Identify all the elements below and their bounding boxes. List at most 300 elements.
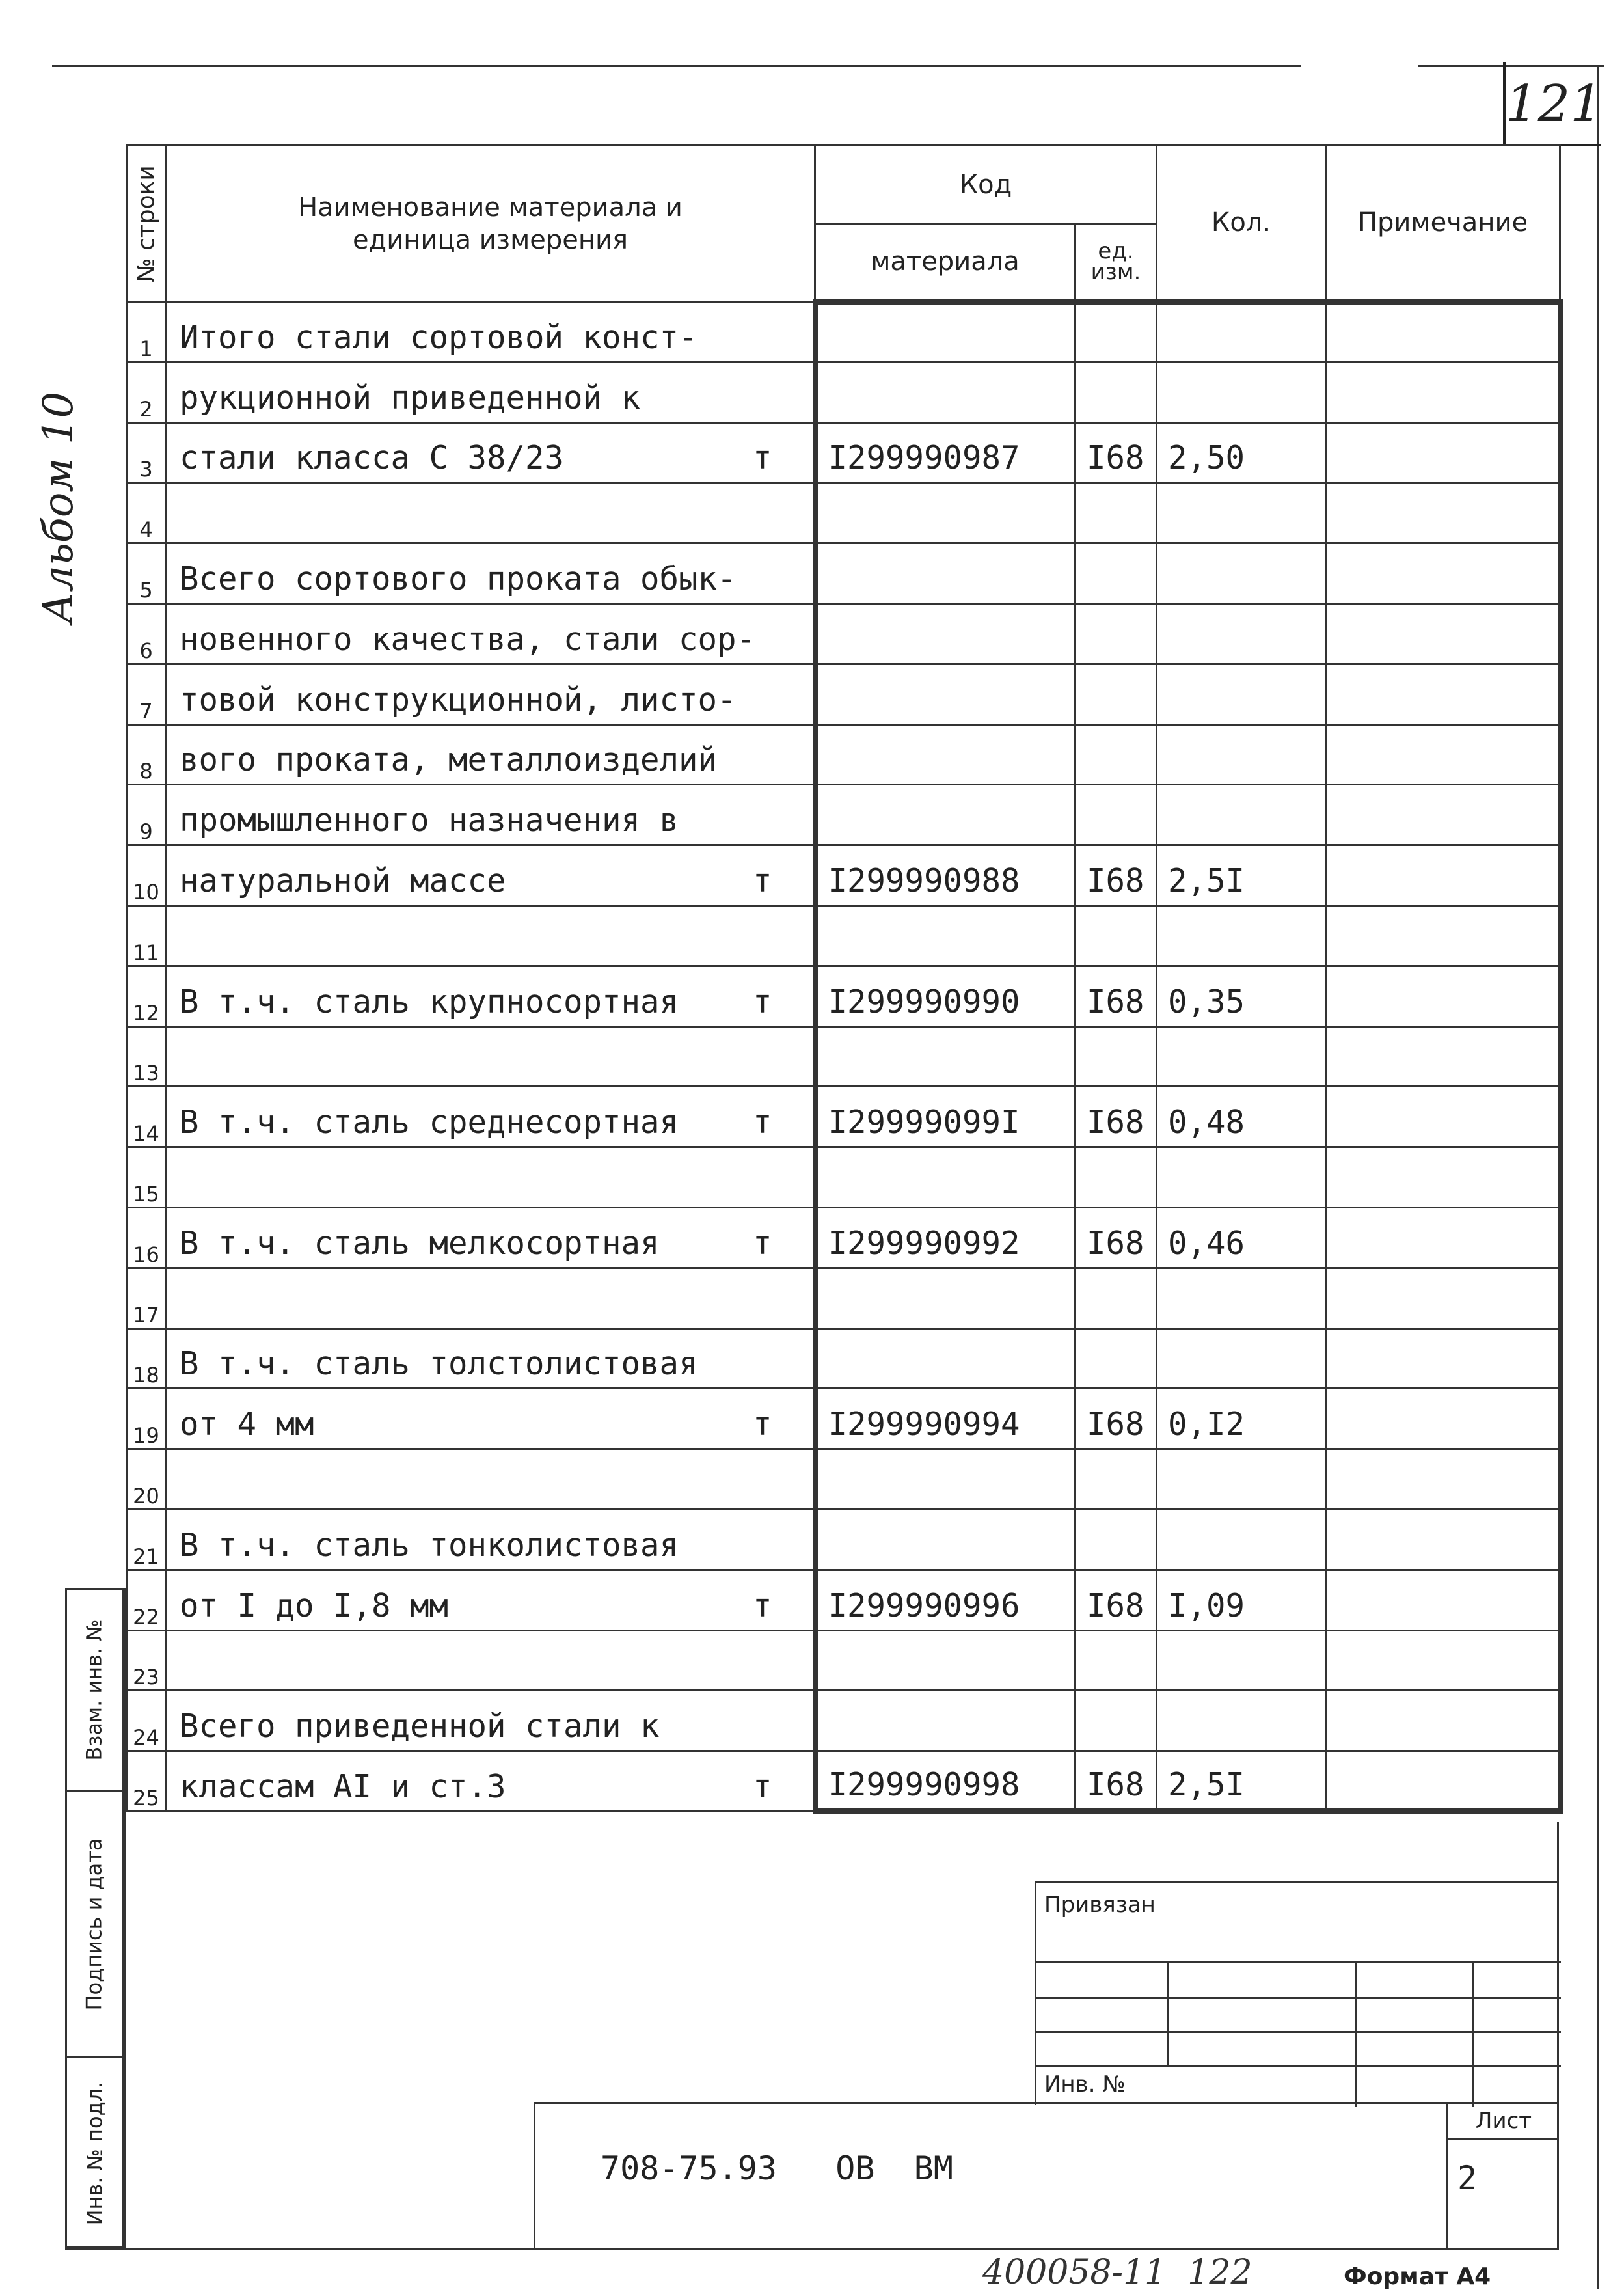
row-number-cell: [127, 1026, 166, 1087]
side-label-inv-podl: Инв. № подл.: [82, 2081, 107, 2226]
material-code: [828, 1322, 1075, 1328]
stamp-vline: [1167, 1961, 1169, 2065]
material-name: [180, 537, 813, 542]
unit-code-cell: [1076, 785, 1157, 845]
material-name: [180, 1684, 813, 1689]
material-code-cell: [815, 1691, 1076, 1751]
page-number: 121: [1503, 62, 1601, 146]
material-name: промышленного назначения в: [180, 802, 679, 839]
material-name: [180, 1080, 813, 1085]
note-cell: [1326, 905, 1560, 966]
unit-code: I68: [1087, 1224, 1144, 1262]
material-name: натуральной массе: [180, 862, 506, 899]
material-code-cell: [815, 664, 1076, 724]
material-code: [828, 1382, 1075, 1387]
unit-code-cell: [1076, 1207, 1157, 1268]
material-code: [828, 537, 1075, 542]
row-number: 24: [133, 1725, 159, 1751]
material-name-cell: [166, 603, 815, 664]
row-number-cell: [127, 724, 166, 785]
row-number: 2: [139, 396, 153, 422]
row-number-cell: [127, 785, 166, 845]
material-name: от 4 мм: [180, 1406, 314, 1443]
note-cell: [1326, 1389, 1560, 1449]
right-border-line: [1597, 65, 1599, 2289]
material-name: В т.ч. сталь среднесортная: [180, 1104, 679, 1141]
note-cell: [1326, 664, 1560, 724]
stamp-line: [1036, 1997, 1561, 1999]
unit-code: I68: [1087, 1766, 1144, 1804]
material-name-cell: [166, 1751, 815, 1812]
material-code-cell: [815, 966, 1076, 1026]
row-number: 11: [133, 940, 159, 965]
material-name-cell: [166, 1207, 815, 1268]
row-number: 22: [133, 1604, 159, 1630]
unit-code-cell: [1076, 905, 1157, 966]
row-number: 6: [139, 638, 153, 663]
table-row: [127, 905, 1560, 966]
material-name: стали класса С 38/23: [180, 439, 564, 477]
quantity-cell: [1157, 1691, 1326, 1751]
quantity-cell: [1157, 1147, 1326, 1208]
unit-code-cell: [1076, 845, 1157, 906]
unit-code: [1087, 1201, 1156, 1207]
unit-code-cell: [1076, 1389, 1157, 1449]
row-number-cell: [127, 1268, 166, 1328]
material-code-cell: [815, 1026, 1076, 1087]
table-row: [127, 1268, 1560, 1328]
unit-code: [1087, 1503, 1156, 1508]
material-name: В т.ч. сталь крупносортная: [180, 983, 679, 1020]
row-number: 9: [139, 819, 153, 845]
quantity: [1168, 1564, 1325, 1569]
row-number-cell: [127, 1207, 166, 1268]
header-material-name: [166, 146, 815, 302]
row-number-cell: [127, 422, 166, 483]
material-code-cell: [815, 845, 1076, 906]
material-code-cell: [815, 785, 1076, 845]
material-code: [828, 778, 1075, 784]
quantity-cell: [1157, 664, 1326, 724]
row-number-cell: [127, 845, 166, 906]
quantity: [1168, 1382, 1325, 1387]
material-code: [828, 416, 1075, 422]
header-quantity: Кол.: [1157, 146, 1326, 302]
unit-code-cell: [1076, 543, 1157, 604]
quantity-cell: [1157, 1389, 1326, 1449]
material-name-cell: [166, 483, 815, 543]
note-cell: [1326, 785, 1560, 845]
unit-code: I68: [1087, 1406, 1144, 1443]
quantity-cell: [1157, 1449, 1326, 1510]
quantity-cell: [1157, 845, 1326, 906]
unit-code: [1087, 839, 1156, 844]
quantity-cell: [1157, 1509, 1326, 1570]
unit-code: I68: [1087, 983, 1144, 1020]
row-number-cell: [127, 362, 166, 422]
frame-left-line: [124, 1588, 126, 2248]
quantity: [1168, 416, 1325, 422]
note-cell: [1326, 1268, 1560, 1328]
material-code-cell: [815, 362, 1076, 422]
material-name: Итого стали сортовой конст-: [180, 318, 698, 356]
table-row: [127, 1087, 1560, 1147]
row-number-cell: [127, 1630, 166, 1691]
header-code: Код: [815, 146, 1157, 224]
handwritten-archive-number: 400058-11 122: [982, 2253, 1252, 2292]
note-cell: [1326, 1087, 1560, 1147]
material-name-cell: [166, 1026, 815, 1087]
material-name-cell: [166, 1147, 815, 1208]
row-number: 21: [133, 1544, 159, 1569]
privyazan-label: Привязан: [1044, 1892, 1156, 1918]
material-name: новенного качества, стали сор-: [180, 620, 756, 658]
table-row: [127, 603, 1560, 664]
row-number-cell: [127, 483, 166, 543]
material-unit: т: [752, 1767, 772, 1805]
unit-code: [1087, 356, 1156, 361]
material-code-cell: [815, 1449, 1076, 1510]
header-material-code: материала: [815, 224, 1076, 302]
row-number: 25: [133, 1785, 159, 1810]
material-name: рукционной приведенной к: [180, 379, 641, 416]
unit-code: [1087, 1684, 1156, 1689]
side-cell-vzam-inv: [67, 1590, 122, 1792]
format-label: Формат А4: [1344, 2263, 1491, 2290]
table-row: [127, 362, 1560, 422]
table-row: [127, 1026, 1560, 1087]
row-number: 16: [133, 1242, 159, 1267]
material-code-cell: [815, 724, 1076, 785]
row-number: 23: [133, 1665, 159, 1690]
quantity: [1168, 1201, 1325, 1207]
inv-no-label: Инв. №: [1044, 2071, 1126, 2097]
document-number: 708-75.93 ОВ ВМ: [601, 2149, 953, 2187]
material-name: Всего приведенной стали к: [180, 1708, 660, 1745]
row-number: 3: [139, 457, 153, 482]
material-code-cell: [815, 1751, 1076, 1812]
note-cell: [1326, 302, 1560, 362]
material-unit: т: [752, 862, 772, 899]
table-row: [127, 966, 1560, 1026]
unit-code-cell: [1076, 362, 1157, 422]
note-cell: [1326, 362, 1560, 422]
table-row: [127, 1147, 1560, 1208]
header-note: Примечание: [1326, 146, 1560, 302]
material-code: I29999099I: [828, 1104, 1020, 1141]
unit-code: [1087, 658, 1156, 663]
quantity-cell: [1157, 422, 1326, 483]
material-code: I299990996: [828, 1587, 1020, 1624]
material-name: товой конструкционной, листо-: [180, 681, 737, 718]
row-number-cell: [127, 543, 166, 604]
unit-code: [1087, 1745, 1156, 1750]
material-code: [828, 839, 1075, 844]
note-cell: [1326, 1751, 1560, 1812]
material-name: [180, 960, 813, 965]
table-row: [127, 1509, 1560, 1570]
material-name: [180, 1503, 813, 1508]
header-name-line2: единица измерения: [352, 225, 629, 255]
row-number: 8: [139, 759, 153, 784]
material-code-cell: [815, 1389, 1076, 1449]
material-name-cell: [166, 1328, 815, 1389]
note-cell: [1326, 724, 1560, 785]
unit-code: [1087, 416, 1156, 422]
header-name-line1: Наименование материала и: [298, 192, 683, 223]
material-name-cell: [166, 1509, 815, 1570]
note-cell: [1326, 1570, 1560, 1630]
sheet-box: [1446, 2104, 1559, 2250]
quantity: 0,48: [1168, 1104, 1245, 1141]
table-row: [127, 1389, 1560, 1449]
material-code: [828, 1745, 1075, 1750]
row-number: 12: [133, 1000, 159, 1026]
material-name-cell: [166, 1570, 815, 1630]
material-code-cell: [815, 422, 1076, 483]
sheet-label: Лист: [1448, 2104, 1559, 2140]
material-code: [828, 960, 1075, 965]
table-row: [127, 845, 1560, 906]
material-name-cell: [166, 1449, 815, 1510]
quantity-cell: [1157, 603, 1326, 664]
material-unit: т: [752, 1406, 772, 1443]
unit-code-cell: [1076, 1691, 1157, 1751]
side-stamp-block: [65, 1588, 124, 2248]
row-number: 4: [139, 517, 153, 543]
unit-code-cell: [1076, 1509, 1157, 1570]
stamp-vline: [1355, 1961, 1357, 2107]
quantity: 0,46: [1168, 1224, 1245, 1262]
quantity: [1168, 1322, 1325, 1328]
material-code: I299990987: [828, 439, 1020, 477]
table-row: [127, 1570, 1560, 1630]
quantity: 2,50: [1168, 439, 1245, 477]
unit-code-cell: [1076, 1449, 1157, 1510]
quantity-cell: [1157, 1207, 1326, 1268]
material-unit: т: [752, 1104, 772, 1141]
quantity-cell: [1157, 1751, 1326, 1812]
row-number: 17: [133, 1302, 159, 1328]
row-number: 20: [133, 1483, 159, 1508]
material-unit: т: [752, 439, 772, 477]
material-code: I299990990: [828, 983, 1020, 1020]
material-name-cell: [166, 664, 815, 724]
note-cell: [1326, 845, 1560, 906]
quantity: [1168, 718, 1325, 724]
material-name: [180, 1201, 813, 1207]
unit-code: [1087, 960, 1156, 965]
table-row: [127, 1691, 1560, 1751]
unit-code: I68: [1087, 862, 1144, 899]
material-code-cell: [815, 1268, 1076, 1328]
note-cell: [1326, 1207, 1560, 1268]
unit-code-cell: [1076, 302, 1157, 362]
material-name-cell: [166, 966, 815, 1026]
unit-code: [1087, 718, 1156, 724]
note-cell: [1326, 1509, 1560, 1570]
material-unit: т: [752, 1587, 772, 1624]
row-number: 14: [133, 1121, 159, 1147]
material-name-cell: [166, 543, 815, 604]
material-name-cell: [166, 1087, 815, 1147]
quantity: 0,35: [1168, 983, 1245, 1020]
quantity-cell: [1157, 1570, 1326, 1630]
material-name: вого проката, металлоизделий: [180, 741, 718, 779]
quantity-cell: [1157, 724, 1326, 785]
table-row: [127, 785, 1560, 845]
note-cell: [1326, 483, 1560, 543]
unit-code-cell: [1076, 1087, 1157, 1147]
material-name-cell: [166, 362, 815, 422]
unit-code-cell: [1076, 1630, 1157, 1691]
quantity-cell: [1157, 785, 1326, 845]
unit-code-cell: [1076, 664, 1157, 724]
unit-code: I68: [1087, 439, 1144, 477]
row-number: 7: [139, 698, 153, 724]
material-name: В т.ч. сталь мелкосортная: [180, 1224, 660, 1262]
material-name-cell: [166, 1389, 815, 1449]
material-code: [828, 718, 1075, 724]
unit-code: I68: [1087, 1104, 1144, 1141]
material-code-cell: [815, 1087, 1076, 1147]
unit-code-cell: [1076, 422, 1157, 483]
material-name-cell: [166, 845, 815, 906]
quantity-cell: [1157, 362, 1326, 422]
row-number: 18: [133, 1363, 159, 1388]
quantity: I,09: [1168, 1587, 1245, 1624]
quantity-cell: [1157, 302, 1326, 362]
material-code-cell: [815, 905, 1076, 966]
unit-code: [1087, 597, 1156, 603]
quantity-cell: [1157, 1268, 1326, 1328]
unit-code-cell: [1076, 483, 1157, 543]
material-unit: т: [752, 983, 772, 1020]
row-number-cell: [127, 1147, 166, 1208]
material-code: [828, 356, 1075, 361]
header-unit-code: [1076, 224, 1157, 302]
note-cell: [1326, 1147, 1560, 1208]
row-number-cell: [127, 1691, 166, 1751]
material-name-cell: [166, 1691, 815, 1751]
material-code: [828, 1201, 1075, 1207]
row-number: 19: [133, 1423, 159, 1449]
quantity-cell: [1157, 1630, 1326, 1691]
material-code-cell: [815, 302, 1076, 362]
note-cell: [1326, 966, 1560, 1026]
unit-code: [1087, 1564, 1156, 1569]
material-code: I299990988: [828, 862, 1020, 899]
quantity-cell: [1157, 543, 1326, 604]
material-unit: т: [752, 1224, 772, 1262]
quantity: [1168, 1080, 1325, 1085]
material-name-cell: [166, 724, 815, 785]
table-row: [127, 1449, 1560, 1510]
side-cell-inv-podl: [67, 2058, 122, 2248]
row-number: 10: [133, 879, 159, 905]
row-number: 13: [133, 1061, 159, 1086]
stamp-line: [1036, 2065, 1561, 2067]
material-name-cell: [166, 1268, 815, 1328]
material-name: от I до I,8 мм: [180, 1587, 449, 1624]
material-name: В т.ч. сталь тонколистовая: [180, 1526, 679, 1564]
table-row: [127, 1207, 1560, 1268]
quantity: [1168, 658, 1325, 663]
material-code: I299990998: [828, 1766, 1020, 1804]
material-code-cell: [815, 483, 1076, 543]
material-code: I299990994: [828, 1406, 1020, 1443]
material-code-cell: [815, 1328, 1076, 1389]
table-row: [127, 1630, 1560, 1691]
row-number: 15: [133, 1181, 159, 1207]
quantity: 0,I2: [1168, 1406, 1245, 1443]
note-cell: [1326, 422, 1560, 483]
binding-stamp: [1035, 1881, 1559, 2105]
album-label: Альбом 10: [34, 391, 83, 624]
header-uom-line2: изм.: [1090, 259, 1141, 286]
material-code-cell: [815, 1147, 1076, 1208]
quantity: [1168, 1503, 1325, 1508]
table-row: [127, 483, 1560, 543]
unit-code-cell: [1076, 1328, 1157, 1389]
quantity-cell: [1157, 966, 1326, 1026]
material-name-cell: [166, 1630, 815, 1691]
top-border-line: [52, 65, 1301, 67]
material-code-cell: [815, 1509, 1076, 1570]
row-number-cell: [127, 1328, 166, 1389]
sheet-value: 2: [1457, 2159, 1478, 2197]
quantity-cell: [1157, 1328, 1326, 1389]
unit-code: [1087, 1080, 1156, 1085]
side-label-podpis-data: Подпись и дата: [82, 1837, 107, 2011]
note-cell: [1326, 1630, 1560, 1691]
row-number-cell: [127, 302, 166, 362]
table-row: [127, 1751, 1560, 1812]
material-name: классам АI и ст.3: [180, 1767, 506, 1805]
row-number-cell: [127, 1449, 166, 1510]
row-number-cell: [127, 1389, 166, 1449]
material-name-cell: [166, 905, 815, 966]
title-block: [534, 2102, 1559, 2250]
material-code-cell: [815, 1207, 1076, 1268]
unit-code-cell: [1076, 1026, 1157, 1087]
material-code-cell: [815, 543, 1076, 604]
note-cell: [1326, 1328, 1560, 1389]
unit-code-cell: [1076, 1570, 1157, 1630]
table-row: [127, 664, 1560, 724]
unit-code-cell: [1076, 724, 1157, 785]
unit-code-cell: [1076, 1751, 1157, 1812]
row-number-cell: [127, 966, 166, 1026]
quantity: [1168, 778, 1325, 784]
material-name: Всего сортового проката обык-: [180, 560, 737, 597]
table-row: [127, 1328, 1560, 1389]
material-code-cell: [815, 1570, 1076, 1630]
quantity: 2,5I: [1168, 862, 1245, 899]
header-uom-line1: ед.: [1098, 238, 1134, 265]
stamp-line: [1036, 2031, 1561, 2033]
row-number-cell: [127, 664, 166, 724]
side-cell-podpis-data: [67, 1792, 122, 2058]
row-number-cell: [127, 905, 166, 966]
quantity-cell: [1157, 483, 1326, 543]
quantity: [1168, 960, 1325, 965]
side-label-vzam-inv: Взам. инв. №: [82, 1618, 107, 1761]
material-code-cell: [815, 603, 1076, 664]
material-code: [828, 1503, 1075, 1508]
unit-code: I68: [1087, 1587, 1144, 1624]
quantity: 2,5I: [1168, 1766, 1245, 1804]
